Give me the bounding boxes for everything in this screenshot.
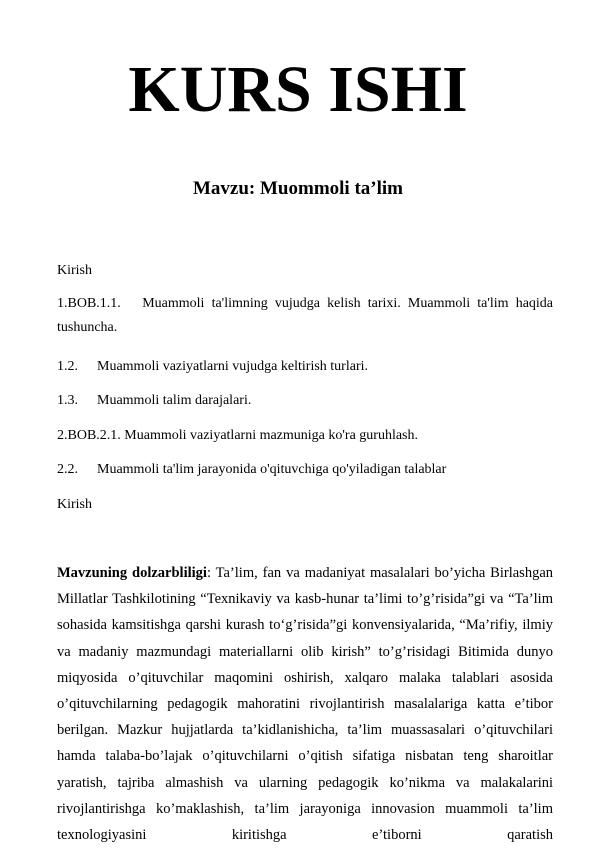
body-text: : Ta’lim, fan va madaniyat masalalari bo’yicha Birlashgan Millatlar Tashkilotining “Texnikaviy va kasb-hunar ta’limi to’g’risida”gi va “Ta’lim sohasida kamsitishga qarshi kurash to‘g’risida”gi konvensiyalarida, “Ma’rifiy, ilmiy va madaniy mazmundagi materiallarni olib kirish” to’g’risidagi Bitimida dunyo miqyosida o’qituvchilar maqomini oshirish, xalqaro malaka talablari asosida o’qituvchilarning pedagogik mahoratini rivojlantirish masalalariga katta e’tibor berilgan. Mazkur hujjatlarda ta’kidlanishicha, ta’lim muassasalari o’qituvchilari hamda talaba-bo’lajak o’qituvchilarni o’qitish sifatiga nisbatan teng sharoitlar yaratish, tajriba almashish va ularning pedagogik ko’nikma va malakalarini rivojlantirishga ko’maklashish, ta’lim jarayoniga innovasion muammoli ta’lim texnologiyasini kiritishga e’tiborni qaratish [57,565,554,844]
toc-intro-top: Kirish [57,263,92,278]
toc-item-1 [57,292,553,340]
toc-item-4-text: 2.BOB.2.1. Muammoli vaziyatlarni mazmuniga ko'ra guruhlash. [57,428,419,443]
toc-item-5-number: 2.2. [57,462,78,477]
document-subtitle: Mavzu: Muommoli ta’lim [192,178,403,199]
toc-item-5-text: Muammoli ta'lim jarayonida o'qituvchiga qo'yiladigan talablar [97,462,447,477]
toc-item-4 [57,427,418,445]
toc-item-1-text: Muammoli ta'limning vujudga kelish tarixi. Muammoli ta'lim haqida tushuncha. [57,296,554,335]
document-title: KURS ISHI [128,53,468,126]
toc-item-2 [57,358,368,376]
body-lead: Mavzuning dolzarbliligi [57,565,207,581]
toc-item-2-text: Muammoli vaziyatlarni vujudga keltirish turlari. [97,359,368,374]
toc-item-3 [57,392,251,410]
body-paragraph [57,560,553,848]
toc-item-2-number: 1.2. [57,359,78,374]
toc-item-3-number: 1.3. [57,393,78,408]
toc-item-5 [57,461,446,479]
toc-item-1-number: 1.BOB.1.1. [57,296,121,311]
toc-intro-bottom: Kirish [57,497,92,512]
toc-item-3-text: Muammoli talim darajalari. [97,393,252,408]
